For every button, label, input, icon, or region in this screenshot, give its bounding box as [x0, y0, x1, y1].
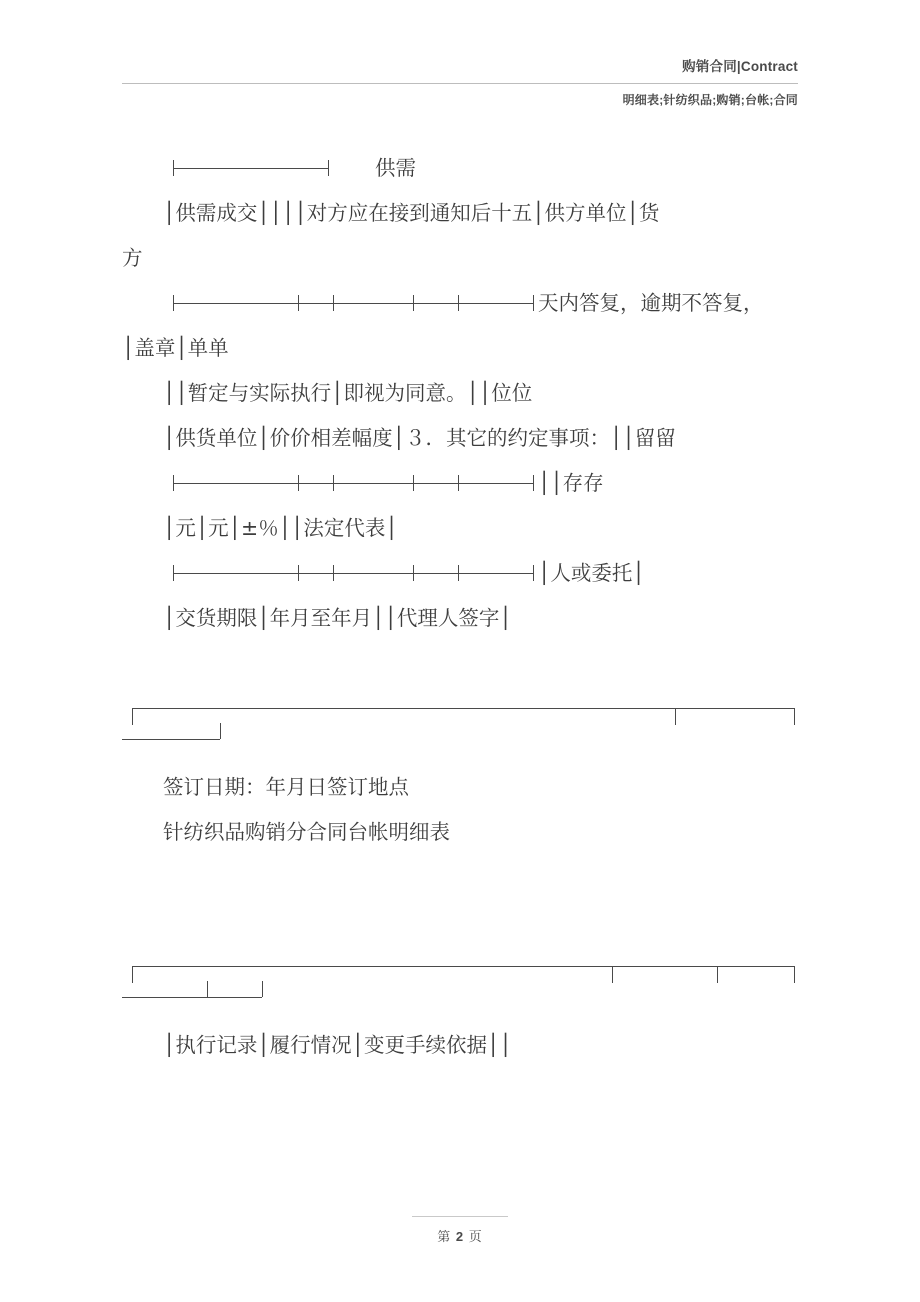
rule-tick [413, 475, 414, 491]
rule-tick [675, 708, 676, 725]
page-number-prefix: 第 [437, 1229, 452, 1244]
header-divider [122, 83, 798, 84]
rule-tick [298, 295, 299, 311]
table-rule-block [122, 731, 798, 765]
rule-tick [533, 295, 534, 311]
header-keywords: 明细表;针纺织品;购销;台帐;合同 [622, 93, 798, 107]
rule-tick [458, 475, 459, 491]
rule-tick [333, 475, 334, 491]
rule-tick [132, 708, 133, 725]
page-footer [0, 1216, 920, 1246]
rule-segment [132, 708, 794, 709]
table-rule-line [122, 551, 798, 596]
rule-tick [173, 295, 174, 311]
body-line: │盖章│单单 [122, 336, 229, 360]
table-rule-block [122, 989, 798, 1023]
document-body [0, 146, 920, 1068]
body-line: 天内答复，逾期不答复， [538, 291, 764, 315]
body-line: 供需 [375, 156, 416, 180]
body-line: │供货单位│价价相差幅度│３．其它的约定事项：││留留 [163, 426, 676, 450]
table-title-line: 针纺织品购销分合同台帐明细表 [163, 820, 450, 844]
page-number-suffix: 页 [468, 1229, 483, 1244]
rule-tick [262, 981, 263, 997]
sign-date-line: 签订日期：年月日签订地点 [163, 775, 409, 799]
spacer [122, 641, 798, 686]
body-line: │元│元│±％││法定代表│ [163, 516, 398, 540]
rule-tick [458, 295, 459, 311]
body-line: 方 [122, 246, 143, 270]
rule-tick [333, 565, 334, 581]
rule-tick [458, 565, 459, 581]
rule-tick [794, 966, 795, 983]
body-line: │交货期限│年月至年月││代理人签字│ [163, 606, 512, 630]
spacer [122, 900, 798, 944]
rule-tick [794, 708, 795, 725]
rule-tick [298, 475, 299, 491]
rule-tick [173, 160, 174, 176]
page-header [0, 0, 920, 108]
rule-tick [612, 966, 613, 983]
rule-segment [122, 739, 220, 740]
rule-tick [132, 966, 133, 983]
rule-tick [298, 565, 299, 581]
rule-segment [173, 168, 328, 169]
rule-tick [328, 160, 329, 176]
page-number [412, 1216, 508, 1245]
rule-tick [220, 723, 221, 739]
rule-tick [717, 966, 718, 983]
body-line: ││存存 [538, 471, 604, 495]
table-rule-block [122, 944, 798, 989]
rule-segment [173, 573, 533, 574]
table-rule-line [122, 146, 798, 191]
body-line: ││暂定与实际执行│即视为同意。││位位 [163, 381, 533, 405]
rule-tick [173, 475, 174, 491]
page-number-value: 2 [455, 1229, 465, 1244]
rule-segment [173, 483, 533, 484]
rule-segment [122, 997, 262, 998]
rule-tick [533, 475, 534, 491]
rule-tick [413, 565, 414, 581]
rule-segment [173, 303, 533, 304]
rule-tick [413, 295, 414, 311]
body-line: │人或委托│ [538, 561, 645, 585]
header-title: 购销合同|Contract [682, 59, 798, 74]
rule-tick [533, 565, 534, 581]
table-rule-line [122, 461, 798, 506]
table-rule-block [122, 686, 798, 731]
table-rule-line [122, 281, 798, 326]
spacer [122, 855, 798, 900]
body-line: │供需成交││││对方应在接到通知后十五│供方单位│货 [163, 201, 660, 225]
body-line: │执行记录│履行情况│变更手续依据││ [163, 1033, 512, 1057]
rule-tick [207, 981, 208, 997]
rule-segment [132, 966, 794, 967]
rule-tick [333, 295, 334, 311]
rule-tick [173, 565, 174, 581]
